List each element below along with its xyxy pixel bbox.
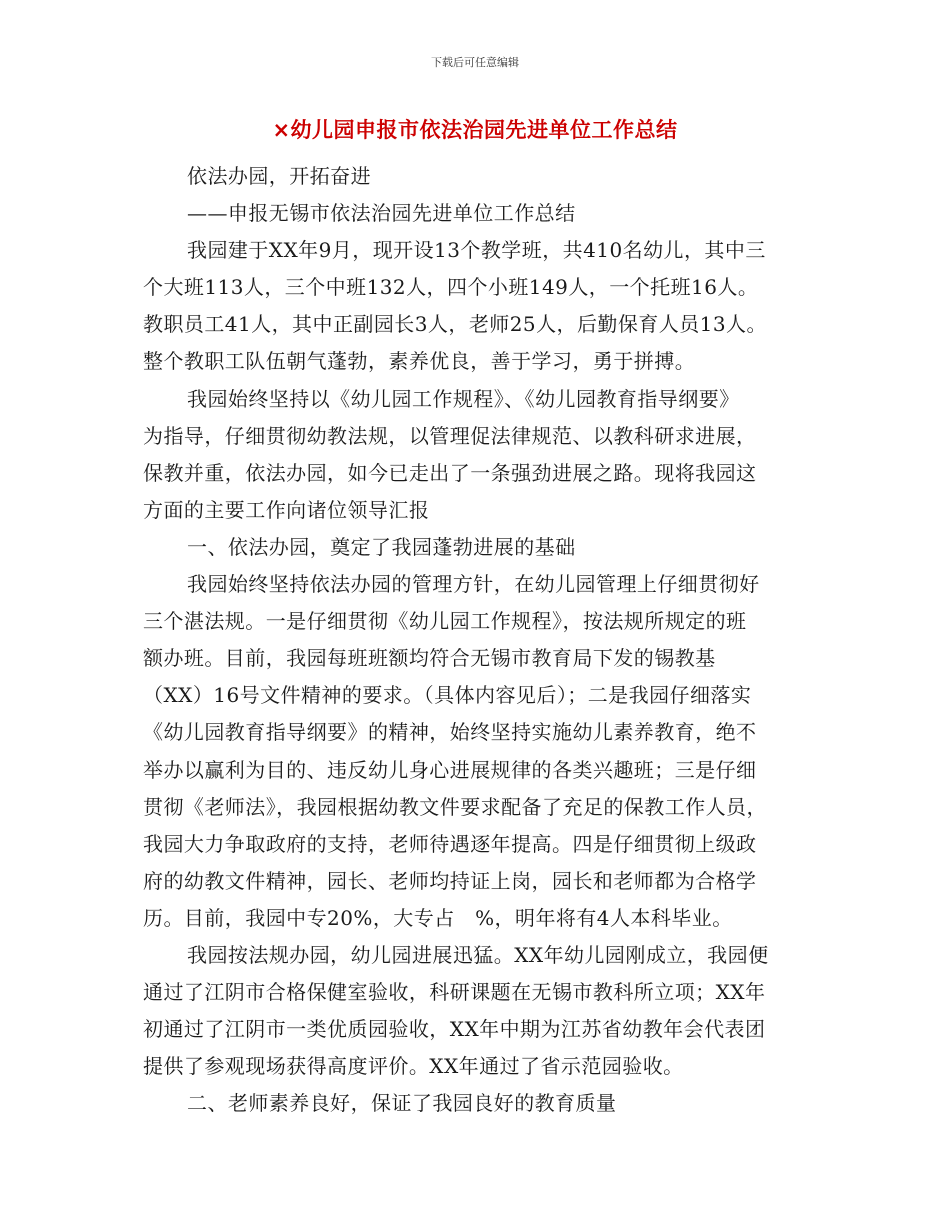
text-line: 历。目前，我园中专20%，大专占 %，明年将有4人本科毕业。	[143, 905, 733, 930]
text-line: 三个湛法规。一是仔细贯彻《幼儿园工作规程》，按法规所规定的班	[143, 609, 747, 634]
text-line: 我园建于XX年9月，现开设13个教学班，共410名幼儿，其中三	[187, 238, 766, 263]
text-line: 我园大力争取政府的支持，老师待遇逐年提高。四是仔细贯彻上级政	[143, 831, 757, 856]
text-line: （XX）16号文件精神的要求。（具体内容见后）；二是我园仔细落实	[143, 683, 752, 708]
text-line: 保教并重，依法办园，如今已走出了一条强劲进展之路。现将我园这	[143, 460, 757, 485]
text-line: 个大班113人，三个中班132人，四个小班149人，一个托班16人。	[143, 275, 759, 300]
text-line: 贯彻《老师法》，我园根据幼教文件要求配备了充足的保教工作人员，	[143, 794, 767, 819]
text-line: 初通过了江阴市一类优质园验收，XX年中期为江苏省幼教年会代表团	[143, 1017, 766, 1042]
text-line: 一、依法办园，奠定了我园蓬勃进展的基础	[187, 534, 576, 559]
text-line: 我园始终坚持依法办园的管理方针，在幼儿园管理上仔细贯彻好	[187, 572, 760, 597]
text-line: 我园始终坚持以《幼儿园工作规程》、《幼儿园教育指导纲要》	[187, 386, 740, 411]
text-line: 我园按法规办园，幼儿园进展迅猛。XX年幼儿园刚成立，我园便	[187, 942, 769, 967]
text-line: 府的幼教文件精神，园长、老师均持证上岗，园长和老师都为合格学	[143, 868, 757, 893]
text-line: 整个教职工队伍朝气蓬勃，素养优良，善于学习，勇于拼搏。	[143, 349, 696, 374]
text-line: 依法办园，开拓奋进	[187, 164, 372, 188]
text-line: 二、老师素养良好，保证了我园良好的教育质量	[187, 1091, 617, 1116]
text-line: 方面的主要工作向诸位领导汇报	[143, 497, 430, 522]
text-line: 额办班。目前，我园每班班额均符合无锡市教育局下发的锡教基	[143, 646, 716, 671]
document-body	[143, 158, 811, 1122]
text-line: 《幼儿园教育指导纲要》的精神，始终坚持实施幼儿素养教育，绝不	[143, 720, 757, 745]
document-title: ×幼儿园申报市依法治园先进单位工作总结	[272, 118, 678, 142]
text-line: 举办以赢利为目的、违反幼儿身心进展规律的各类兴趣班；三是仔细	[143, 757, 757, 782]
text-line: 通过了江阴市合格保健室验收，科研课题在无锡市教科所立项；XX年	[143, 980, 766, 1005]
text-line: 为指导，仔细贯彻幼教法规，以管理促法律规范、以教科研求进展，	[143, 423, 757, 448]
text-line: 教职员工41人，其中正副园长3人，老师25人，后勤保育人员13人。	[143, 312, 767, 337]
header-note: 下载后可任意编辑	[431, 56, 519, 69]
text-line: 提供了参观现场获得高度评价。XX年通过了省示范园验收。	[143, 1054, 684, 1079]
text-line: ——申报无锡市依法治园先进单位工作总结	[187, 201, 576, 226]
